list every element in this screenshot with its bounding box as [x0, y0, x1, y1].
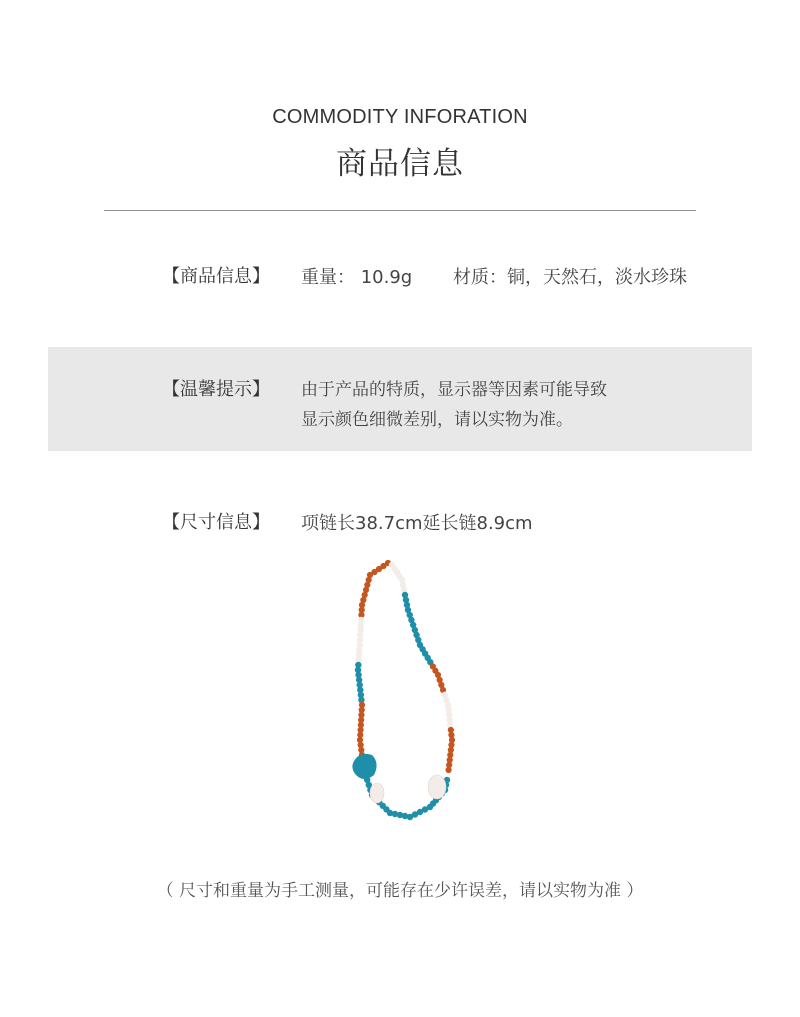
measurement-footnote: （ 尺寸和重量为手工测量，可能存在少许误差，请以实物为准 ） — [156, 881, 644, 901]
product-info-label: 【商品信息】 — [162, 266, 270, 287]
product-material: 材质：铜，天然石，淡水珍珠 — [453, 267, 687, 288]
tip-line-2: 显示颜色细微差别，请以实物为准。 — [301, 410, 573, 430]
size-info-text: 项链长38.7cm延长链8.9cm — [301, 513, 533, 534]
large-pearl-bead — [428, 775, 446, 799]
orange-bead — [445, 767, 451, 773]
turquoise-stone-pendant — [352, 754, 376, 779]
product-weight: 重量： 10.9g — [301, 267, 413, 288]
tip-text — [301, 375, 607, 435]
tip-line-1: 由于产品的特质，显示器等因素可能导致 — [301, 380, 607, 400]
large-pearl-bead — [370, 783, 384, 803]
section-title-en: COMMODITY INFORATION — [272, 106, 528, 128]
section-title-cn: 商品信息 — [336, 146, 464, 182]
tip-label: 【温馨提示】 — [162, 379, 270, 400]
title-divider — [104, 210, 696, 211]
necklace-image — [330, 555, 480, 830]
size-info-label: 【尺寸信息】 — [162, 512, 270, 533]
